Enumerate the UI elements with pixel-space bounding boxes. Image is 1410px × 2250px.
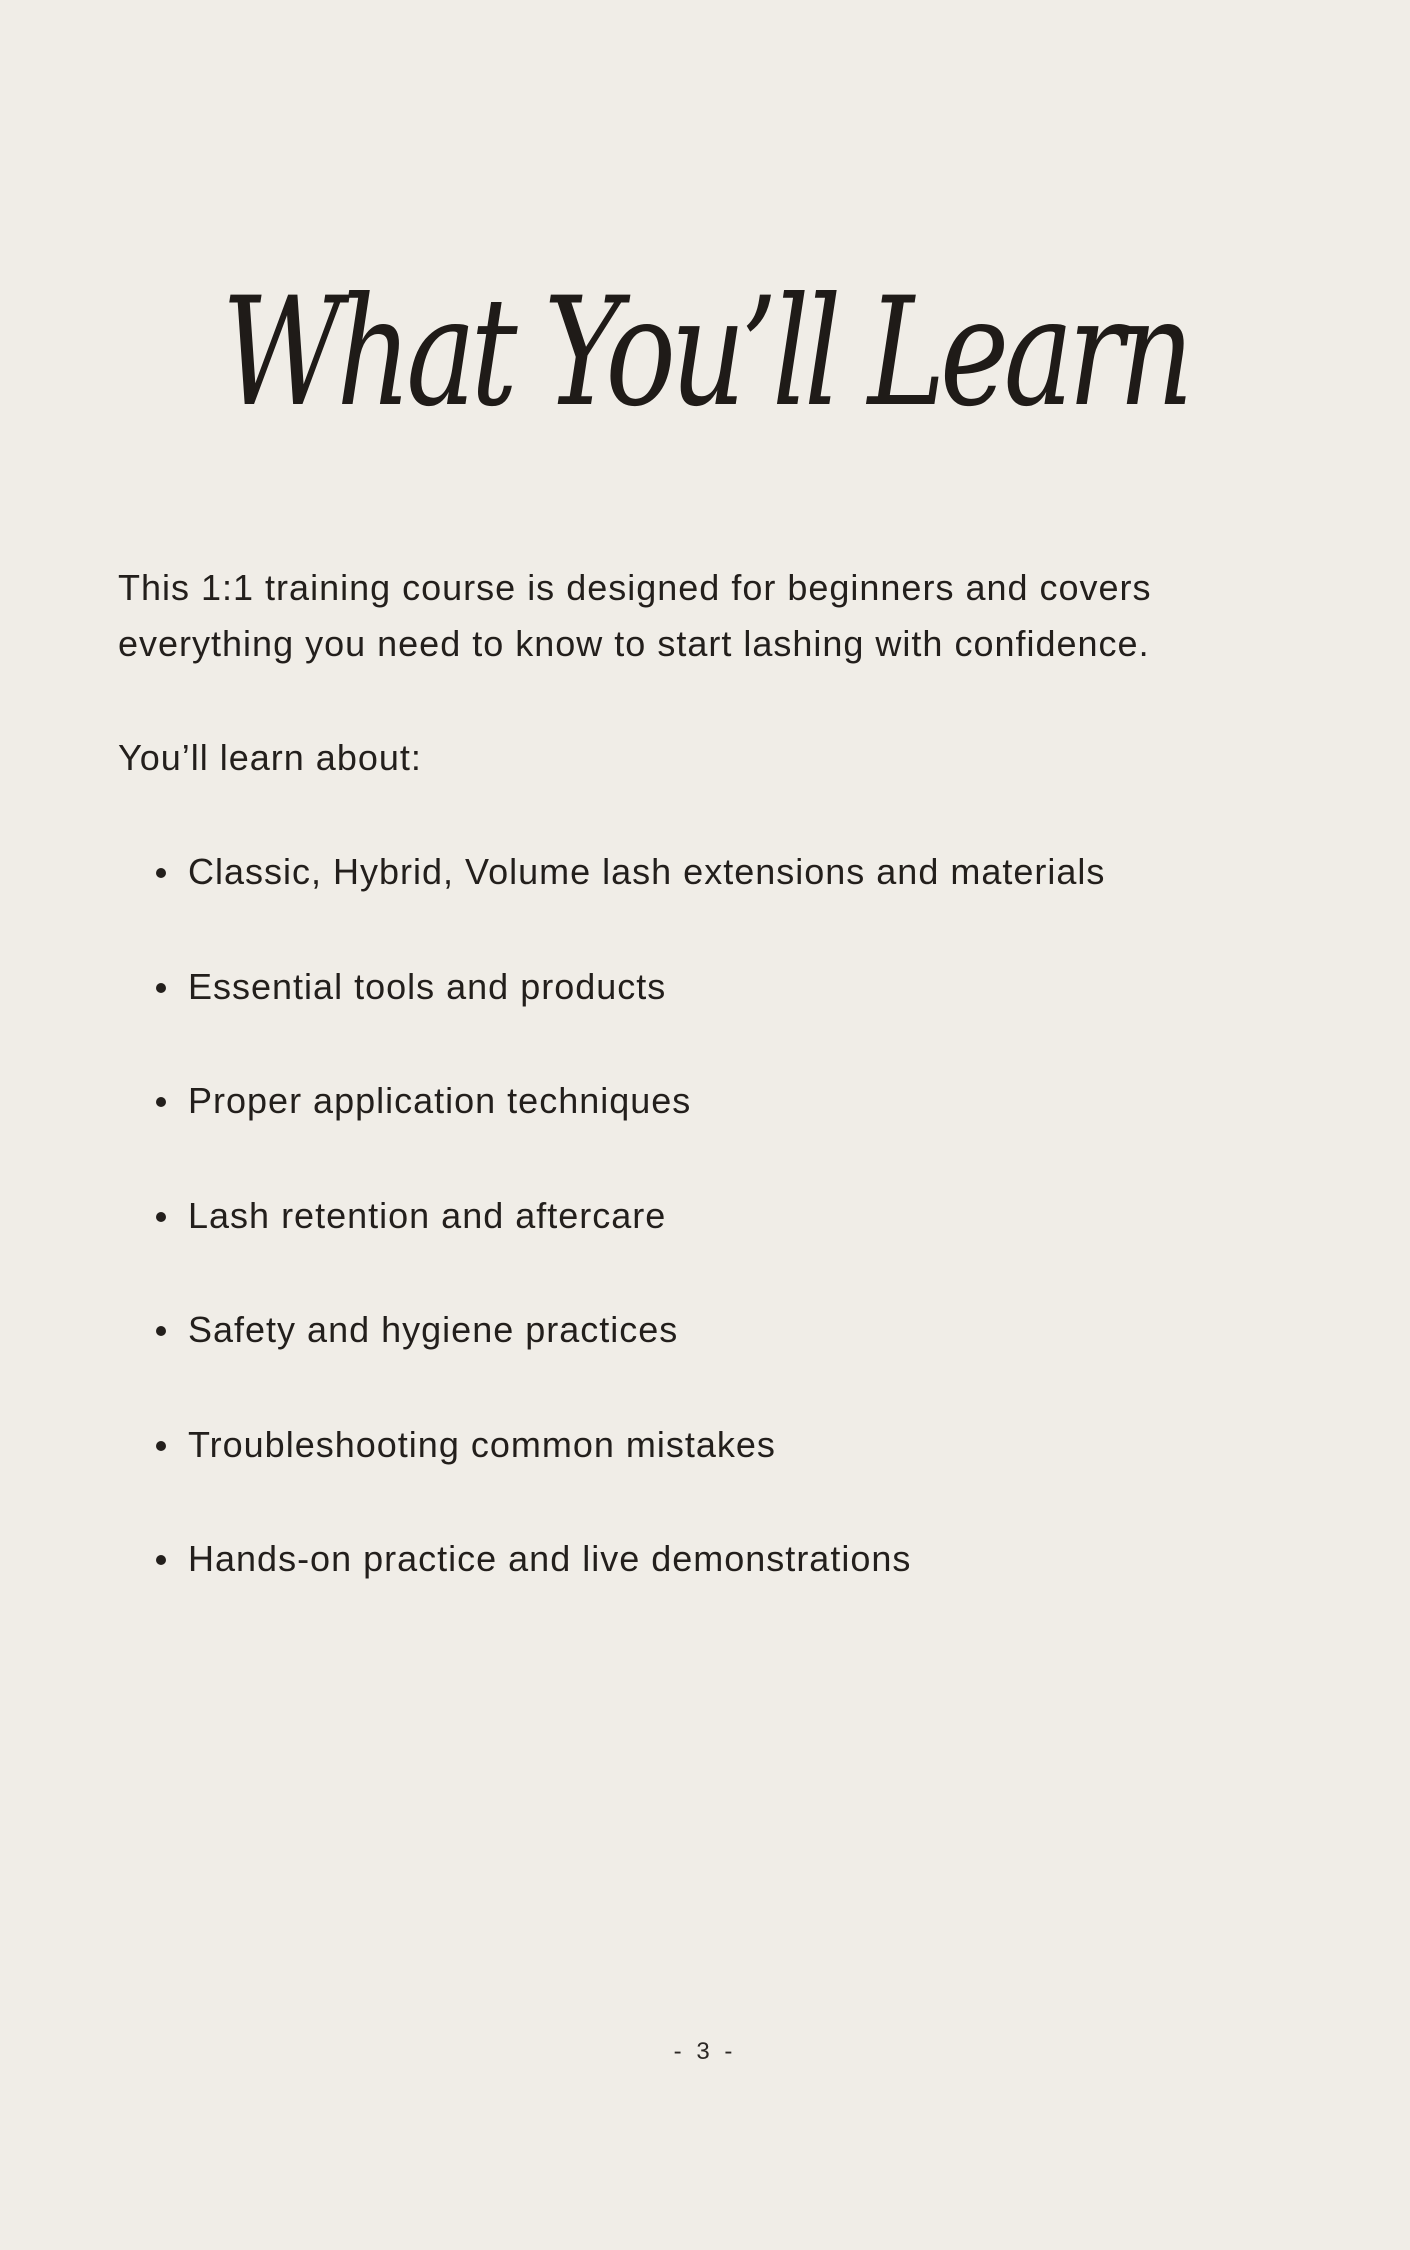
list-item-text: Classic, Hybrid, Volume lash extensions and materials bbox=[188, 851, 1106, 892]
list-item bbox=[118, 1302, 1298, 1358]
bullet-icon bbox=[156, 1555, 166, 1565]
list-item-text: Troubleshooting common mistakes bbox=[188, 1423, 776, 1465]
list-item bbox=[118, 1188, 1298, 1244]
bullet-icon bbox=[156, 868, 166, 878]
list-item bbox=[118, 844, 1298, 900]
list-item bbox=[118, 959, 1298, 1015]
topics-list bbox=[118, 844, 1298, 1587]
page-title: What You’ll Learn bbox=[221, 266, 1189, 440]
list-item-text: Essential tools and products bbox=[188, 965, 667, 1007]
bullet-icon bbox=[156, 1097, 166, 1107]
list-item bbox=[118, 1073, 1298, 1129]
list-item bbox=[118, 1417, 1298, 1473]
bullet-icon bbox=[156, 983, 166, 993]
bullet-icon bbox=[156, 1441, 166, 1451]
page-content bbox=[118, 560, 1298, 1646]
bullet-icon bbox=[156, 1326, 166, 1336]
bullet-icon bbox=[156, 1212, 166, 1222]
list-item-text: Proper application techniques bbox=[188, 1080, 692, 1121]
page-number: - 3 - bbox=[673, 2038, 737, 2065]
topics-lead-in: You’ll learn about: bbox=[118, 737, 422, 778]
list-item-text: Safety and hygiene practices bbox=[188, 1309, 679, 1350]
intro-paragraph: This 1:1 training course is designed for beginners and covers everything you need to know to start lashing with confidence. bbox=[118, 567, 1152, 664]
list-item bbox=[118, 1531, 1298, 1587]
list-item-text: Lash retention and aftercare bbox=[188, 1194, 667, 1236]
list-item-text: Hands-on practice and live demonstrations bbox=[188, 1538, 912, 1579]
